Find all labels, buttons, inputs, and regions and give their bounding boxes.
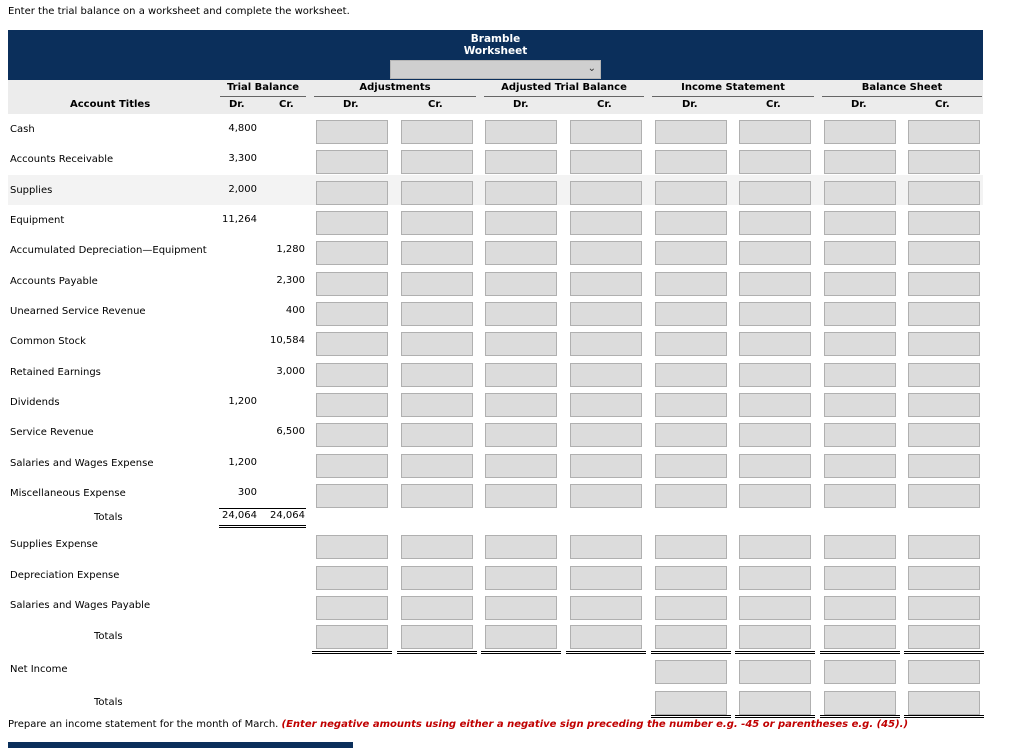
- balance-sheet-header: Balance Sheet: [861, 82, 943, 93]
- adjustments-dr-header: Dr.: [343, 99, 359, 110]
- totals-bs-cr-input[interactable]: [908, 625, 980, 649]
- totals-adj-cr-input[interactable]: [401, 625, 473, 649]
- balance-cr-header: Cr.: [935, 99, 950, 110]
- trial-dr-value: 1,200: [228, 456, 257, 468]
- row-6-atb-dr-input[interactable]: [485, 302, 557, 326]
- row-4-bs-dr-input[interactable]: [824, 241, 896, 265]
- row-6-is-dr-input[interactable]: [655, 302, 727, 326]
- trial-dr-value: 3,300: [228, 153, 257, 165]
- row-7-adj-cr-input[interactable]: [401, 332, 473, 356]
- income-cr-header: Cr.: [766, 99, 781, 110]
- row-5-adj-cr-input[interactable]: [401, 272, 473, 296]
- row-2-bs-dr-input[interactable]: [824, 181, 896, 205]
- extra-2-bs-cr-input[interactable]: [908, 596, 980, 620]
- instruction-text: Enter the trial balance on a worksheet and complete the worksheet.: [8, 6, 350, 17]
- totals-double-rule: [566, 651, 646, 654]
- row-8-adj-cr-input[interactable]: [401, 363, 473, 387]
- account-name: Retained Earnings: [10, 366, 101, 378]
- net-income-is-dr-input[interactable]: [655, 660, 727, 684]
- row-1-is-cr-input[interactable]: [739, 150, 811, 174]
- extra-0-atb-cr-input[interactable]: [570, 535, 642, 559]
- row-12-is-cr-input[interactable]: [739, 484, 811, 508]
- row-3-atb-cr-input[interactable]: [570, 211, 642, 235]
- row-1-is-dr-input[interactable]: [655, 150, 727, 174]
- totals-bs-dr-input[interactable]: [824, 625, 896, 649]
- adjustments-header: Adjustments: [359, 82, 431, 93]
- row-5-atb-cr-input[interactable]: [570, 272, 642, 296]
- row-10-bs-cr-input[interactable]: [908, 423, 980, 447]
- trial-cr-value: 10,584: [270, 335, 305, 347]
- row-3-bs-dr-input[interactable]: [824, 211, 896, 235]
- row-4-atb-dr-input[interactable]: [485, 241, 557, 265]
- row-7-is-cr-input[interactable]: [739, 332, 811, 356]
- row-10-is-dr-input[interactable]: [655, 423, 727, 447]
- extra-2-atb-dr-input[interactable]: [485, 596, 557, 620]
- totals-is-cr-input[interactable]: [739, 625, 811, 649]
- row-10-is-cr-input[interactable]: [739, 423, 811, 447]
- account-name: Supplies Expense: [10, 539, 98, 550]
- extra-1-adj-cr-input[interactable]: [401, 566, 473, 590]
- totals-double-rule: [735, 651, 815, 654]
- extra-1-atb-cr-input[interactable]: [570, 566, 642, 590]
- row-6-adj-cr-input[interactable]: [401, 302, 473, 326]
- row-9-is-cr-input[interactable]: [739, 393, 811, 417]
- row-10-adj-cr-input[interactable]: [401, 423, 473, 447]
- row-12-bs-cr-input[interactable]: [908, 484, 980, 508]
- totals-adj-dr-input[interactable]: [316, 625, 388, 649]
- row-4-is-dr-input[interactable]: [655, 241, 727, 265]
- row-7-atb-cr-input[interactable]: [570, 332, 642, 356]
- final-totals-label: Totals: [94, 697, 123, 708]
- row-8-atb-dr-input[interactable]: [485, 363, 557, 387]
- row-1-bs-dr-input[interactable]: [824, 150, 896, 174]
- row-6-adj-dr-input[interactable]: [316, 302, 388, 326]
- net-income-is-cr-input[interactable]: [739, 660, 811, 684]
- row-9-atb-dr-input[interactable]: [485, 393, 557, 417]
- row-10-atb-cr-input[interactable]: [570, 423, 642, 447]
- row-11-is-cr-input[interactable]: [739, 454, 811, 478]
- extra-2-atb-cr-input[interactable]: [570, 596, 642, 620]
- trial-dr-value: 1,200: [228, 395, 257, 407]
- trial-balance-dr-header: Dr.: [229, 99, 245, 110]
- final-totals-bs-dr-input[interactable]: [824, 691, 896, 715]
- account-name: Dividends: [10, 396, 60, 408]
- final-totals-double-rule: [651, 715, 731, 718]
- row-1-atb-cr-input[interactable]: [570, 150, 642, 174]
- final-totals-double-rule: [904, 715, 984, 718]
- row-7-adj-dr-input[interactable]: [316, 332, 388, 356]
- row-0-bs-dr-input[interactable]: [824, 120, 896, 144]
- period-select[interactable]: [390, 60, 601, 79]
- row-5-is-cr-input[interactable]: [739, 272, 811, 296]
- prepare-text: Prepare an income statement for the month of March.: [8, 719, 279, 730]
- row-2-atb-cr-input[interactable]: [570, 181, 642, 205]
- trial-totals-label: Totals: [94, 512, 123, 523]
- net-income-bs-cr-input[interactable]: [908, 660, 980, 684]
- row-12-is-dr-input[interactable]: [655, 484, 727, 508]
- row-0-is-dr-input[interactable]: [655, 120, 727, 144]
- extra-0-adj-cr-input[interactable]: [401, 535, 473, 559]
- trial-cr-value: 6,500: [276, 426, 305, 438]
- account-name: Depreciation Expense: [10, 569, 120, 581]
- extra-2-adj-dr-input[interactable]: [316, 596, 388, 620]
- account-name: Unearned Service Revenue: [10, 305, 146, 317]
- row-8-bs-cr-input[interactable]: [908, 363, 980, 387]
- row-2-bs-cr-input[interactable]: [908, 181, 980, 205]
- row-12-adj-cr-input[interactable]: [401, 484, 473, 508]
- trial-balance-cr-header: Cr.: [279, 99, 294, 110]
- row-9-bs-dr-input[interactable]: [824, 393, 896, 417]
- row-1-bs-cr-input[interactable]: [908, 150, 980, 174]
- row-6-bs-dr-input[interactable]: [824, 302, 896, 326]
- totals-is-dr-input[interactable]: [655, 625, 727, 649]
- row-8-bs-dr-input[interactable]: [824, 363, 896, 387]
- row-1-adj-dr-input[interactable]: [316, 150, 388, 174]
- row-5-bs-cr-input[interactable]: [908, 272, 980, 296]
- final-totals-is-cr-input[interactable]: [739, 691, 811, 715]
- row-7-atb-dr-input[interactable]: [485, 332, 557, 356]
- prepare-instruction: [8, 719, 908, 730]
- row-4-adj-cr-input[interactable]: [401, 241, 473, 265]
- company-name: Bramble: [470, 33, 521, 45]
- row-11-adj-cr-input[interactable]: [401, 454, 473, 478]
- extra-0-bs-dr-input[interactable]: [824, 535, 896, 559]
- row-12-adj-dr-input[interactable]: [316, 484, 388, 508]
- final-totals-bs-cr-input[interactable]: [908, 691, 980, 715]
- adjustments-cr-header: Cr.: [428, 99, 443, 110]
- row-12-atb-dr-input[interactable]: [485, 484, 557, 508]
- extra-0-bs-cr-input[interactable]: [908, 535, 980, 559]
- account-name: Supplies: [10, 184, 53, 196]
- row-12-bs-dr-input[interactable]: [824, 484, 896, 508]
- row-2-atb-dr-input[interactable]: [485, 181, 557, 205]
- totals-double-rule: [651, 651, 731, 654]
- account-name: Miscellaneous Expense: [10, 487, 126, 499]
- extra-0-adj-dr-input[interactable]: [316, 535, 388, 559]
- income-dr-header: Dr.: [682, 99, 698, 110]
- worksheet-title: [8, 33, 983, 57]
- row-8-adj-dr-input[interactable]: [316, 363, 388, 387]
- worksheet-label: Worksheet: [463, 45, 528, 57]
- trial-dr-value: 4,800: [228, 123, 257, 134]
- account-name: Salaries and Wages Payable: [10, 600, 151, 611]
- totals-double-rule: [481, 651, 561, 654]
- trial-dr-value: 11,264: [222, 213, 257, 225]
- extra-1-bs-dr-input[interactable]: [824, 566, 896, 590]
- extra-0-is-dr-input[interactable]: [655, 535, 727, 559]
- row-10-bs-dr-input[interactable]: [824, 423, 896, 447]
- totals-double-rule: [397, 651, 477, 654]
- row-6-is-cr-input[interactable]: [739, 302, 811, 326]
- row-3-bs-cr-input[interactable]: [908, 211, 980, 235]
- account-name: Accounts Payable: [10, 275, 98, 287]
- adjusted-cr-header: Cr.: [597, 99, 612, 110]
- row-2-is-cr-input[interactable]: [739, 181, 811, 205]
- row-8-is-cr-input[interactable]: [739, 363, 811, 387]
- row-3-is-dr-input[interactable]: [655, 211, 727, 235]
- trial-totals-rule: [219, 508, 306, 509]
- account-name: Accumulated Depreciation—Equipment: [10, 245, 207, 257]
- row-11-bs-dr-input[interactable]: [824, 454, 896, 478]
- row-3-adj-dr-input[interactable]: [316, 211, 388, 235]
- prepare-note: (Enter negative amounts using either a negative sign preceding the number e.g. -45 or parentheses e.g. (45).): [281, 719, 909, 730]
- final-totals-double-rule: [735, 715, 815, 718]
- row-8-atb-cr-input[interactable]: [570, 363, 642, 387]
- row-0-atb-cr-input[interactable]: [570, 120, 642, 144]
- row-10-atb-dr-input[interactable]: [485, 423, 557, 447]
- row-2-is-dr-input[interactable]: [655, 181, 727, 205]
- totals-atb-dr-input[interactable]: [485, 625, 557, 649]
- extra-2-is-dr-input[interactable]: [655, 596, 727, 620]
- extra-1-is-dr-input[interactable]: [655, 566, 727, 590]
- row-11-adj-dr-input[interactable]: [316, 454, 388, 478]
- final-totals-is-dr-input[interactable]: [655, 691, 727, 715]
- row-5-bs-dr-input[interactable]: [824, 272, 896, 296]
- row-5-atb-dr-input[interactable]: [485, 272, 557, 296]
- row-4-atb-cr-input[interactable]: [570, 241, 642, 265]
- net-income-bs-dr-input[interactable]: [824, 660, 896, 684]
- row-6-atb-cr-input[interactable]: [570, 302, 642, 326]
- income-statement-header: Income Statement: [681, 82, 785, 93]
- account-name: Salaries and Wages Expense: [10, 457, 154, 469]
- row-2-adj-dr-input[interactable]: [316, 181, 388, 205]
- extra-1-adj-dr-input[interactable]: [316, 566, 388, 590]
- row-11-atb-cr-input[interactable]: [570, 454, 642, 478]
- adjusted-trial-balance-header: Adjusted Trial Balance: [501, 82, 627, 93]
- trial-total-dr: 24,064: [222, 510, 257, 521]
- row-0-adj-cr-input[interactable]: [401, 120, 473, 144]
- extra-1-atb-dr-input[interactable]: [485, 566, 557, 590]
- row-3-is-cr-input[interactable]: [739, 211, 811, 235]
- account-name: Accounts Receivable: [10, 154, 114, 166]
- totals-label: Totals: [94, 631, 123, 642]
- trial-cr-value: 1,280: [276, 244, 305, 256]
- account-titles-header: Account Titles: [70, 99, 151, 110]
- row-5-adj-dr-input[interactable]: [316, 272, 388, 296]
- row-11-atb-dr-input[interactable]: [485, 454, 557, 478]
- extra-0-is-cr-input[interactable]: [739, 535, 811, 559]
- extra-0-atb-dr-input[interactable]: [485, 535, 557, 559]
- net-income-label: Net Income: [10, 664, 68, 675]
- extra-2-adj-cr-input[interactable]: [401, 596, 473, 620]
- row-12-atb-cr-input[interactable]: [570, 484, 642, 508]
- extra-2-is-cr-input[interactable]: [739, 596, 811, 620]
- row-7-bs-cr-input[interactable]: [908, 332, 980, 356]
- trial-total-cr: 24,064: [270, 510, 305, 521]
- trial-balance-header: Trial Balance: [226, 82, 300, 93]
- row-0-is-cr-input[interactable]: [739, 120, 811, 144]
- trial-dr-value: 2,000: [228, 183, 257, 195]
- trial-cr-value: 2,300: [276, 274, 305, 286]
- row-1-adj-cr-input[interactable]: [401, 150, 473, 174]
- row-4-bs-cr-input[interactable]: [908, 241, 980, 265]
- row-0-adj-dr-input[interactable]: [316, 120, 388, 144]
- row-4-is-cr-input[interactable]: [739, 241, 811, 265]
- row-3-atb-dr-input[interactable]: [485, 211, 557, 235]
- account-name: Service Revenue: [10, 427, 94, 439]
- account-name: Common Stock: [10, 336, 86, 348]
- chevron-down-icon: ⌄: [587, 63, 596, 74]
- row-4-adj-dr-input[interactable]: [316, 241, 388, 265]
- row-3-adj-cr-input[interactable]: [401, 211, 473, 235]
- row-11-bs-cr-input[interactable]: [908, 454, 980, 478]
- final-totals-double-rule: [820, 715, 900, 718]
- row-0-atb-dr-input[interactable]: [485, 120, 557, 144]
- row-7-is-dr-input[interactable]: [655, 332, 727, 356]
- row-1-atb-dr-input[interactable]: [485, 150, 557, 174]
- row-6-bs-cr-input[interactable]: [908, 302, 980, 326]
- row-11-is-dr-input[interactable]: [655, 454, 727, 478]
- trial-totals-double-rule: [219, 525, 306, 528]
- extra-1-is-cr-input[interactable]: [739, 566, 811, 590]
- totals-double-rule: [820, 651, 900, 654]
- row-7-bs-dr-input[interactable]: [824, 332, 896, 356]
- totals-double-rule: [312, 651, 392, 654]
- extra-2-bs-dr-input[interactable]: [824, 596, 896, 620]
- account-name: Equipment: [10, 214, 65, 226]
- row-9-bs-cr-input[interactable]: [908, 393, 980, 417]
- totals-double-rule: [904, 651, 984, 654]
- row-2-adj-cr-input[interactable]: [401, 181, 473, 205]
- row-9-atb-cr-input[interactable]: [570, 393, 642, 417]
- trial-cr-value: 3,000: [276, 365, 305, 377]
- row-9-is-dr-input[interactable]: [655, 393, 727, 417]
- row-9-adj-dr-input[interactable]: [316, 393, 388, 417]
- row-5-is-dr-input[interactable]: [655, 272, 727, 296]
- row-9-adj-cr-input[interactable]: [401, 393, 473, 417]
- trial-dr-value: 300: [237, 486, 257, 498]
- adjusted-dr-header: Dr.: [513, 99, 529, 110]
- trial-cr-value: 400: [285, 304, 305, 316]
- balance-dr-header: Dr.: [851, 99, 867, 110]
- row-10-adj-dr-input[interactable]: [316, 423, 388, 447]
- bottom-panel-edge: [8, 742, 353, 748]
- row-0-bs-cr-input[interactable]: [908, 120, 980, 144]
- row-8-is-dr-input[interactable]: [655, 363, 727, 387]
- account-name: Cash: [10, 124, 35, 135]
- totals-atb-cr-input[interactable]: [570, 625, 642, 649]
- extra-1-bs-cr-input[interactable]: [908, 566, 980, 590]
